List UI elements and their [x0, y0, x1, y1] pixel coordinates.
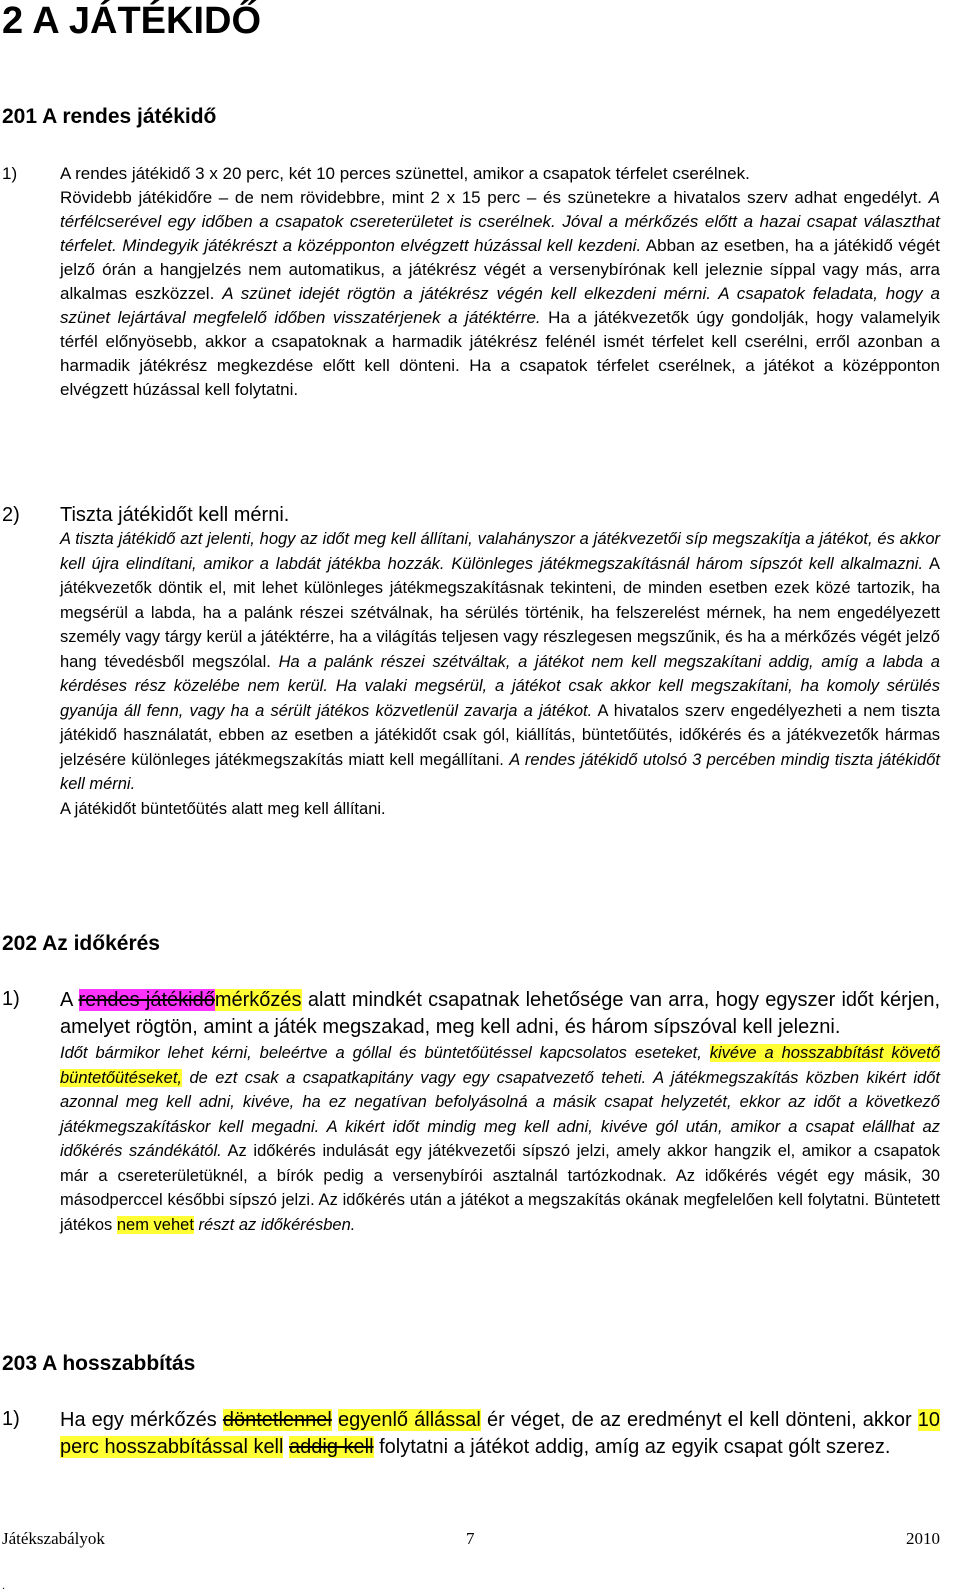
section-heading-203: 203 A hosszabbítás — [2, 1352, 196, 1375]
text: A játékvezetők döntik el, mit lehet különleges játékmegszakításnak tekinteni, de minden esetben ezek közé tartozik, ha megsérül a labda, ha a palánk részei szétválnak, ha sérülés történik, ha felszerelést mérnek, ha nem engedélyezett személy vagy tárgy kerül a játéktérre, ha a világítás teljesen vagy részlegesen megszűnik, és ha a mérkőzés végét jelző hang tévedésből megszólal. — [60, 554, 940, 671]
deleted-text: rendes játékidő — [78, 989, 215, 1011]
italic-text: A szünet idejét rögtön a játékrész végén kell elkezdeni mérni. A csapatok feladata, hogy a szünet lejártával megfelelő időben visszatérjenek a játéktérre. — [60, 284, 940, 327]
italic-text: A tiszta játékidő azt jelenti, hogy az időt meg kell állítani, valahányszor a játékvezetői síp megszakítja a játékot, és akkor kell újra elindítani, amikor a labdát játékba hozzák. Különleges játékmegszakításnál három sípszót kell alkalmazni. — [60, 530, 940, 573]
italic-text: Ha a palánk részei szétváltak, a játékot nem kell megszakítani addig, amíg a labda a kérdéses rész közelébe nem kerül. Ha valaki megsérül, a játékot csak akkor kell megszakítani, ha komoly sérülés gyanúja áll fenn, vagy ha a sérült játékos közvetlenül zavarja a játékot. — [60, 652, 940, 720]
text: Abban az esetben, ha a játékidő végét jelző órán a hangjelzés nem automatikus, a játékrész végét a versenybírónak kell jeleznie síppal vagy más, arra alkalmas eszközzel. — [60, 236, 940, 303]
item-number-201-1: 1) — [2, 164, 18, 183]
item-number-201-2: 2) — [2, 504, 20, 526]
item-number-203-1: 1) — [2, 1408, 20, 1430]
text: alatt mindkét csapatnak lehetősége van arra, hogy egyszer időt kérjen, amelyet rögtön, amint a játék megszakad, meg kell adni, és három sípszóval kell jelezni. — [60, 989, 941, 1038]
paragraph-203-1 — [60, 1407, 940, 1461]
italic-text: A térfélcserével egy időben a csapatok csereterületet is cserélnek. Jóval a mérkőzés előtt a hazai csapat választhat térfelet. Mindegyik játékrészt a középponton elvégzett húzással kell kezdeni. — [60, 188, 940, 255]
paragraph-202-1 — [60, 987, 940, 1237]
chapter-title: 2 A JÁTÉKIDŐ — [2, 0, 262, 42]
inserted-text: egyenlő állással — [337, 1409, 481, 1431]
section-heading-202: 202 Az időkérés — [2, 932, 160, 955]
inserted-text: mérkőzés — [214, 989, 302, 1011]
text: A játékidőt büntetőütés alatt meg kell állítani. — [60, 799, 386, 818]
footer-dot: . — [2, 1578, 5, 1592]
footer-title: Játékszabályok — [2, 1529, 105, 1548]
page-number: 7 — [466, 1529, 475, 1548]
paragraph-201-2 — [60, 503, 940, 821]
text: folytatni a játékot addig, amíg az egyik csapat gólt szerez. — [379, 1436, 891, 1458]
text: Rövidebb játékidőre – de nem rövidebbre, mint 2 x 15 perc – és szünetekre a hivatalos szerv adhat engedélyt. — [60, 188, 923, 207]
italic-text: részt az időkérésben. — [198, 1215, 356, 1234]
text: Az időkérés indulását egy játékvezetői sípszó jelzi, amely akkor hangzik el, amikor a csapatok már a csereterületüknél, a bírók pedig a versenybírói asztalnál tartózkodnak. Az időkérés végét egy másik, 30 másodperccel későbbi sípszó jelzi. Az időkérés után a játékot a megszakítás okának megfelelően kell folytatni. Büntetett játékos — [60, 1142, 940, 1234]
highlighted-text: 10 perc hosszabbítással kell — [60, 1409, 941, 1458]
text: Ha a játékvezetők úgy gondolják, hogy valamelyik térfél előnyösebb, akkor a csapatoknak a harmadik játékrész felénél ismét térfelet kell cserélni, erről azonban a harmadik játékrész megkezdése előtt kell dönteni. Ha a csapatok térfelet cserélnek, a játékot a középponton elvégzett húzással kell folytatni. — [60, 308, 940, 399]
highlighted-text: nem vehet — [116, 1215, 194, 1234]
paragraph-201-1 — [60, 162, 940, 402]
deleted-text: döntetlennel — [222, 1409, 332, 1431]
italic-text: Időt bármikor lehet kérni, beleértve a góllal és büntetőütéssel kapcsolatos eseteket, — [60, 1044, 702, 1062]
highlighted-text: kivéve a hosszabbítást követő büntetőütéseket, — [60, 1044, 940, 1087]
text: A — [60, 989, 73, 1011]
deleted-text: addig kell — [289, 1436, 374, 1458]
item-number-202-1: 1) — [2, 988, 20, 1010]
text: Ha egy mérkőzés — [60, 1409, 217, 1431]
italic-text: de ezt csak a csapatkapitány vagy egy csapatvezető teheti. A játékmegszakítás közben kikért időt azonnal meg kell adni, kivéve, ha ez negatívan befolyásolná a másik csapat helyzetét, ekkor az időt a következő játékmegszakításkor kell megadni. A kikért időt mindig meg kell adni, kivéve gól után, amikor a csapat elállhat az időkérés szándékától. — [60, 1068, 940, 1160]
footer-year: 2010 — [906, 1529, 940, 1548]
text: A hivatalos szerv engedélyezheti a nem tiszta játékidő használatát, ebben az esetben a játékidőt csak gól, kiállítás, büntetőütés, időkérés és a játékvezetők hármas jelzésére különleges játékmegszakítás miatt kell megállítani. — [60, 701, 940, 769]
text: ér véget, de az eredményt el kell dönteni, akkor — [486, 1409, 912, 1431]
italic-text: A rendes játékidő utolsó 3 percében mindig tiszta játékidőt kell mérni. — [60, 750, 940, 793]
section-heading-201: 201 A rendes játékidő — [2, 105, 217, 128]
subheading: Tiszta játékidőt kell mérni. — [60, 504, 290, 526]
text: A rendes játékidő 3 x 20 perc, két 10 perces szünettel, amikor a csapatok térfelet cserélnek. — [60, 164, 750, 183]
